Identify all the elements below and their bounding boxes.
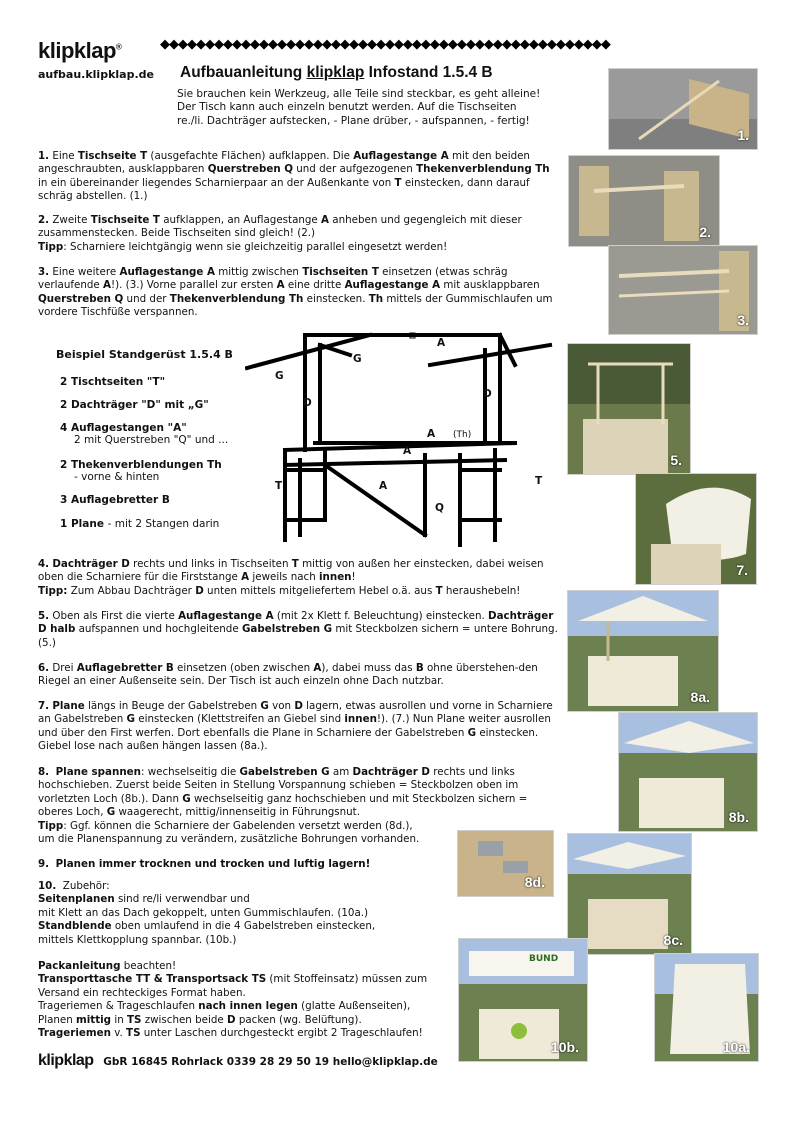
footer-logo: klipklap <box>38 1052 94 1069</box>
bund-banner-text: BUND <box>529 954 559 964</box>
parts-item: 1 Plane - mit 2 Stangen darin <box>60 518 220 530</box>
footer <box>38 1052 438 1070</box>
photo-label: 8d. <box>524 874 545 890</box>
diagram-label-a: A <box>379 480 388 492</box>
diagram-label-a: A <box>437 337 446 349</box>
diagram-label-th: (Th) <box>453 430 472 440</box>
photo-label: 10b. <box>550 1039 579 1055</box>
photo-label: 10a. <box>722 1039 750 1055</box>
step-9: 9. Planen immer trocknen und trocken und luftig lagern! <box>38 858 371 870</box>
photo-label: 8c. <box>663 932 683 948</box>
step-10: 10. Zubehör: Seitenplanen sind re/li verwendbar und mit Klett an das Dach gekoppelt, unten Gummischlaufen. (10a.) Standblende oben umlaufend in die 4 Gabelstreben einstecken, mittels Klettkopplung spannbar. (10b.) <box>38 880 376 946</box>
step-5: 5. Oben als First die vierte Auflagestange A (mit 2x Klett f. Beleuchtung) einstecken. Dachträger D halb aufspannen und hochgleitende Gabelstreben G mit Steckbolzen sichern = untere Bohrung. (5.) <box>38 610 558 649</box>
diagram-label-a: A <box>427 428 436 440</box>
photo-step-8d <box>457 830 554 897</box>
step-3: 3. Eine weitere Auflagestange A mittig zwischen Tischseiten T einsetzen (etwas schräg verlaufende A!). (3.) Vorne parallel zur ersten A eine dritte Auflagestange A mit ausklappbaren Querstreben Q und der Thekenverblendung Th einstecken. Th mittels der Gummischlaufen um vordere Tischfüße verspannen. <box>38 266 553 319</box>
photo-step-10a <box>654 953 759 1062</box>
photo-label: 3. <box>737 312 749 328</box>
photo-step-2-image <box>569 156 719 246</box>
diagram-label-q: Q <box>435 502 444 514</box>
photo-step-10b <box>458 938 588 1062</box>
photo-step-3 <box>608 245 758 335</box>
parts-list-title: Beispiel Standgerüst 1.5.4 B <box>56 348 233 361</box>
intro-text: Sie brauchen kein Werkzeug, alle Teile sind steckbar, es geht alleine! Der Tisch kann auch einzeln benutzt werden. Auf die Tischseiten re./li. Dachträger aufstecken, - Plane drüber, - aufspannen, - fertig! <box>177 88 541 127</box>
step-6: 6. Drei Auflagebretter B einsetzen (oben zwischen A), dabei muss das B ohne überstehen-den Riegel an einer Außenseite sein. Der Tisch ist auch einzeln ohne Dach nutzbar. <box>38 662 538 688</box>
frame-diagram <box>245 325 555 550</box>
website-url[interactable]: aufbau.klipklap.de <box>38 68 154 81</box>
brand-logo: klipklap® <box>38 38 122 63</box>
photo-step-2 <box>568 155 720 247</box>
diagram-label-g: G <box>275 370 284 382</box>
photo-step-5 <box>567 343 691 475</box>
photo-step-8a <box>567 590 719 712</box>
packing-notes: Packanleitung beachten! Transporttasche TT & Transportsack TS (mit Stoffeinsatz) müssen zum Versand ein rechteckiges Format haben. Trageriemen & Trageschlaufen nach innen legen (glatte Außenseiten), Planen mittig in TS zwischen beide D packen (wg. Belüftung). Trageriemen v. TS unter Laschen durchgesteckt ergibt 2 Trageschlaufen! <box>38 960 428 1040</box>
parts-item: 3 Auflagebretter B <box>60 494 170 506</box>
photo-step-1 <box>608 68 758 150</box>
diagram-label-t: T <box>275 480 283 492</box>
photo-label: 1. <box>737 127 749 143</box>
photo-step-7 <box>635 473 757 585</box>
diamond-border: ◆◆◆◆◆◆◆◆◆◆◆◆◆◆◆◆◆◆◆◆◆◆◆◆◆◆◆◆◆◆◆◆◆◆◆◆◆◆◆◆◆◆◆◆◆◆◆◆◆◆ <box>160 38 610 52</box>
parts-item: 2 Tischtseiten "T" <box>60 376 166 388</box>
photo-step-1-image <box>609 69 757 149</box>
page-title: Aufbauanleitung klipklap Infostand 1.5.4 B <box>180 64 493 81</box>
step-2: 2. Zweite Tischseite T aufklappen, an Auflagestange A anheben und gegengleich mit dieser zusammenstecken. Beide Tischseiten sind gleich! (2.) Tipp: Scharniere leichtgängig wenn sie gleichzeitig parallel eingesetzt werden! <box>38 214 522 253</box>
step-4: 4. Dachträger D rechts und links in Tischseiten T mittig von außen her einstecken, dabei weisen oben die Scharniere für die Firststange A jeweils nach innen! Tipp: Zum Abbau Dachträger D unten mittels mitgeliefertem Hebel o.ä. aus T heraushebeln! <box>38 558 544 597</box>
frame-diagram-drawing <box>245 325 555 550</box>
photo-step-3-image <box>609 246 757 334</box>
diagram-label-a: A <box>403 445 412 457</box>
diagram-label-d: D <box>303 397 312 409</box>
photo-step-8c <box>567 833 692 955</box>
diagram-label-t: T <box>535 475 543 487</box>
photo-step-8b <box>618 712 758 832</box>
photo-label: 5. <box>670 452 682 468</box>
parts-item: 2 Thekenverblendungen Th - vorne & hinten <box>60 459 222 483</box>
step-1: 1. Eine Tischseite T (ausgefachte Flächen) aufklappen. Die Auflagestange A mit den beiden angeschraubten, ausklappbaren Querstreben Q und der aufgezogenen Thekenverblendung Th in ein übereinander liegendes Scharnierpaar an der Außenkante von T einstecken, dann darauf schräg abstellen. (1.) <box>38 150 550 203</box>
photo-label: 2. <box>699 224 711 240</box>
footer-contact: GbR 16845 Rohrlack 0339 28 29 50 19 hello@klipklap.de <box>103 1056 438 1068</box>
diagram-label-g: G <box>353 353 362 365</box>
parts-item: 2 Dachträger "D" mit „G" <box>60 399 209 411</box>
photo-label: 8b. <box>728 809 749 825</box>
photo-label: 7. <box>736 562 748 578</box>
parts-item: 4 Auflagestangen "A" 2 mit Querstreben "Q" und ... <box>60 422 229 446</box>
step-7: 7. Plane längs in Beuge der Gabelstreben G von D lagern, etwas ausrollen und vorne in Scharniere an Gabelstreben G einstecken (Klettstreifen an Giebel sind innen!). (7.) Nun Plane weiter ausrollen und über den First werfen. Dort ebenfalls die Plane in Scharniere der Gabelstreben G einstecken. Giebel lose nach außen hängen lassen (8a.). <box>38 700 553 753</box>
photo-label: 8a. <box>690 689 710 705</box>
step-8: 8. Plane spannen: wechselseitig die Gabelstreben G am Dachträger D rechts und links hochschieben. Zuerst beide Seiten in Stellung Vorspannung schieben = Steckbolzen oben im vorletzten Loch (8b.). Dann G wechselseitig ganz hochschieben und mit Steckbolzen sichern = oberes Loch, G waagerecht, mittig/innenseitig in Führungsnut. Tipp: Ggf. können die Scharniere der Gabelenden versetzt werden (8d.), um die Planenspannung zu verändern, zusätzliche Bohrungen vorhanden. <box>38 766 528 846</box>
diagram-label-d: D <box>483 388 492 400</box>
